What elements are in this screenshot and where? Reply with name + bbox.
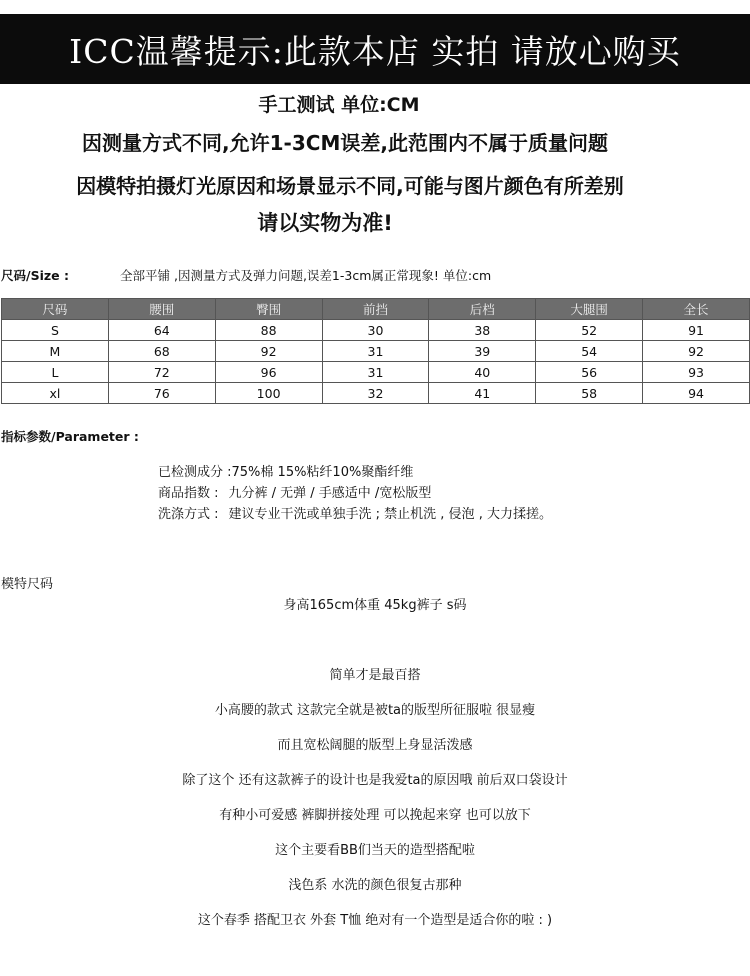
description-line: 浅色系 水洗的颜色很复古那种 bbox=[288, 878, 462, 893]
table-row bbox=[2, 362, 750, 383]
parameter-value: 75%棉 15%粘纤10%聚酯纤维 bbox=[231, 465, 414, 480]
table-cell: 41 bbox=[429, 383, 536, 404]
description-line: 小高腰的款式 这款完全就是被ta的版型所征服啦 很显瘦 bbox=[214, 703, 536, 718]
header-thigh: 大腿围 bbox=[536, 299, 643, 320]
parameter-row-composition bbox=[158, 461, 413, 480]
table-cell: 94 bbox=[643, 383, 750, 404]
table-cell: 91 bbox=[643, 320, 750, 341]
header-hip: 臀围 bbox=[215, 299, 322, 320]
description-line: 这个主要看BB们当天的造型搭配啦 bbox=[275, 843, 475, 858]
header-front-rise: 前挡 bbox=[322, 299, 429, 320]
table-cell: 31 bbox=[322, 362, 429, 383]
table-cell: 54 bbox=[536, 341, 643, 362]
table-cell: 52 bbox=[536, 320, 643, 341]
parameter-label: 指标参数/Parameter : bbox=[1, 429, 139, 444]
description-line: 简单才是最百搭 bbox=[329, 668, 421, 683]
parameter-row-index bbox=[158, 482, 431, 501]
table-cell: 88 bbox=[215, 320, 322, 341]
parameter-key: 已检测成分 : bbox=[158, 465, 232, 480]
banner-text: ICC温馨提示:此款本店 实拍 请放心购买 bbox=[69, 31, 681, 71]
header-back-rise: 后档 bbox=[429, 299, 536, 320]
table-row bbox=[2, 341, 750, 362]
model-size-info: 身高165cm体重 45kg裤子 s码 bbox=[283, 598, 467, 613]
description-line: 而且宽松阔腿的版型上身显活泼感 bbox=[277, 738, 473, 753]
table-cell: 68 bbox=[108, 341, 215, 362]
table-cell: 76 bbox=[108, 383, 215, 404]
description-line: 这个春季 搭配卫衣 外套 T恤 绝对有一个造型是适合你的啦 : ) bbox=[197, 913, 553, 928]
table-cell: 72 bbox=[108, 362, 215, 383]
parameter-row-washing bbox=[158, 503, 552, 522]
table-cell: 39 bbox=[429, 341, 536, 362]
table-cell: 32 bbox=[322, 383, 429, 404]
table-cell: 30 bbox=[322, 320, 429, 341]
table-cell: 92 bbox=[215, 341, 322, 362]
color-notice: 因模特拍摄灯光原因和场景显示不同,可能与图片颜色有所差别 bbox=[76, 174, 624, 198]
table-cell: 100 bbox=[215, 383, 322, 404]
model-size-label: 模特尺码 bbox=[1, 577, 54, 592]
header-waist: 腰围 bbox=[108, 299, 215, 320]
parameter-key: 洗涤方式 : bbox=[158, 507, 219, 522]
table-row bbox=[2, 320, 750, 341]
unit-notice: 手工测试 单位:CM bbox=[258, 94, 420, 116]
table-cell: 96 bbox=[215, 362, 322, 383]
table-cell: xl bbox=[2, 383, 109, 404]
parameter-value: 九分裤 / 无弹 / 手感适中 /宽松版型 bbox=[228, 486, 432, 501]
table-cell: 31 bbox=[322, 341, 429, 362]
table-cell: S bbox=[2, 320, 109, 341]
table-row bbox=[2, 383, 750, 404]
table-cell: M bbox=[2, 341, 109, 362]
table-cell: 92 bbox=[643, 341, 750, 362]
table-cell: 58 bbox=[536, 383, 643, 404]
table-header-row bbox=[2, 299, 750, 320]
table-cell: 56 bbox=[536, 362, 643, 383]
header-size: 尺码 bbox=[2, 299, 109, 320]
table-cell: L bbox=[2, 362, 109, 383]
actual-product-notice: 请以实物为准! bbox=[257, 211, 393, 235]
table-cell: 93 bbox=[643, 362, 750, 383]
header-length: 全长 bbox=[643, 299, 750, 320]
size-label: 尺码/Size : bbox=[1, 268, 69, 283]
description-line: 有种小可爱感 裤脚拼接处理 可以挽起来穿 也可以放下 bbox=[219, 808, 531, 823]
tolerance-notice: 因测量方式不同,允许1-3CM误差,此范围内不属于质量问题 bbox=[82, 131, 608, 155]
parameter-key: 商品指数 : bbox=[158, 486, 219, 501]
size-note: 全部平铺 ,因测量方式及弹力问题,误差1-3cm属正常现象! 单位:cm bbox=[120, 268, 492, 283]
table-cell: 64 bbox=[108, 320, 215, 341]
parameter-value: 建议专业干洗或单独手洗 ; 禁止机洗 , 侵泡 , 大力揉搓。 bbox=[228, 507, 552, 522]
table-cell: 40 bbox=[429, 362, 536, 383]
promo-banner bbox=[0, 14, 750, 84]
table-cell: 38 bbox=[429, 320, 536, 341]
size-table bbox=[1, 298, 750, 404]
description-line: 除了这个 还有这款裤子的设计也是我爱ta的原因哦 前后双口袋设计 bbox=[182, 773, 568, 788]
